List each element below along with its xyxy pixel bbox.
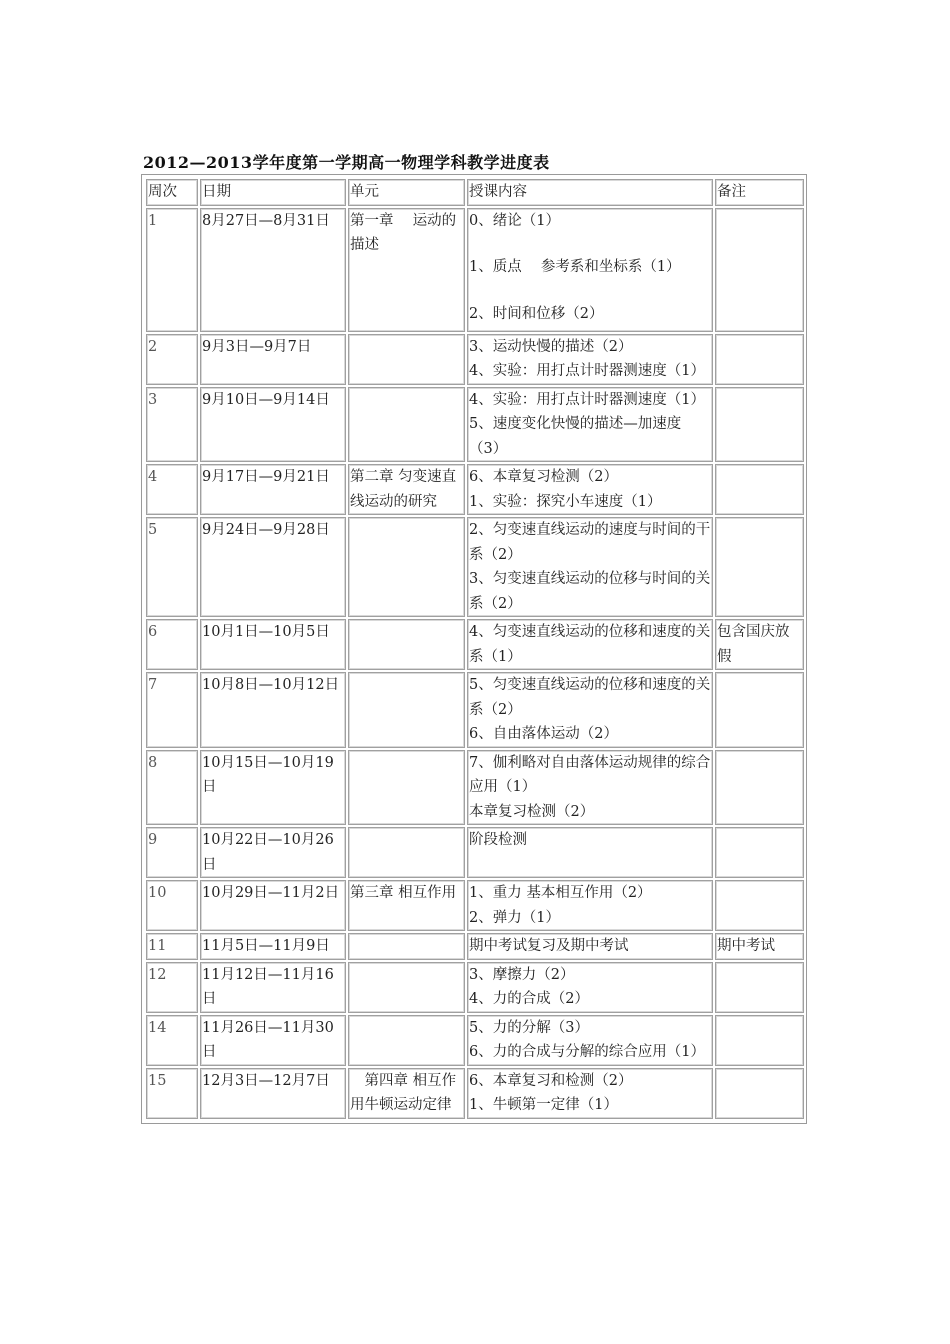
- content-line: 7、伽利略对自由落体运动规律的综合应用（1）: [469, 754, 711, 795]
- note-cell: [715, 517, 804, 617]
- date-cell: 10月8日—10月12日: [200, 672, 346, 748]
- unit-cell: [348, 933, 465, 960]
- note-cell: [715, 334, 804, 385]
- unit-cell: 第三章 相互作用: [348, 880, 465, 931]
- note-cell: [715, 880, 804, 931]
- date-cell: 9月17日—9月21日: [200, 464, 346, 515]
- content-line: 2、时间和位移（2）: [469, 305, 604, 322]
- content-line: 2、弹力（1）: [469, 909, 560, 926]
- content-cell: [467, 933, 713, 960]
- unit-cell: [348, 750, 465, 826]
- content-line: 6、本章复习检测（2）: [469, 469, 618, 485]
- content-line: 5、速度变化快慢的描述—加速度（3）: [469, 416, 682, 457]
- header-note: 备注: [715, 179, 804, 206]
- content-line: 4、匀变速直线运动的位移和速度的关系（1）: [469, 624, 711, 665]
- content-line: 期中考试复习及期中考试: [469, 938, 629, 954]
- content-cell: [467, 1015, 713, 1066]
- content-line: 4、力的合成（2）: [469, 991, 589, 1007]
- header-unit: 单元: [348, 179, 465, 206]
- week-cell: 11: [146, 933, 198, 960]
- date-cell: 11月5日—11月9日: [200, 933, 346, 960]
- week-cell: 7: [146, 672, 198, 748]
- spacer: [469, 280, 711, 302]
- content-cell: [467, 387, 713, 463]
- unit-cell: 第二章 匀变速直线运动的研究: [348, 464, 465, 515]
- unit-cell: [348, 1015, 465, 1066]
- spacer: [469, 233, 711, 255]
- unit-cell: [348, 962, 465, 1013]
- date-cell: 10月15日—10月19日: [200, 750, 346, 826]
- date-cell: 10月29日—11月2日: [200, 880, 346, 931]
- content-line: 4、实验：用打点计时器测速度（1）: [469, 391, 705, 408]
- unit-cell: [348, 672, 465, 748]
- content-line: 1、实验：探究小车速度（1）: [469, 493, 662, 510]
- week-cell: 9: [146, 827, 198, 878]
- date-cell: 9月24日—9月28日: [200, 517, 346, 617]
- content-line: 0、绪论（1）: [469, 212, 560, 229]
- week-cell: 1: [146, 208, 198, 332]
- table-row: [146, 672, 804, 748]
- content-line: 6、力的合成与分解的综合应用（1）: [469, 1044, 705, 1060]
- header-content: 授课内容: [467, 179, 713, 206]
- page-title: 2012—2013学年度第一学期高一物理学科教学进度表: [143, 153, 550, 172]
- note-cell: [715, 464, 804, 515]
- date-cell: 11月12日—11月16日: [200, 962, 346, 1013]
- content-line: 5、匀变速直线运动的位移和速度的关系（2）: [469, 677, 711, 718]
- unit-cell: [348, 827, 465, 878]
- week-cell: 3: [146, 387, 198, 463]
- content-cell: [467, 1068, 713, 1119]
- note-cell: [715, 1015, 804, 1066]
- note-cell: [715, 962, 804, 1013]
- content-line: 3、摩擦力（2）: [469, 966, 575, 983]
- table-row: [146, 933, 804, 960]
- content-cell: [467, 464, 713, 515]
- date-cell: 12月3日—12月7日: [200, 1068, 346, 1119]
- note-cell: [715, 1068, 804, 1119]
- table-row: [146, 517, 804, 617]
- date-cell: 9月10日—9月14日: [200, 387, 346, 463]
- week-cell: 15: [146, 1068, 198, 1119]
- header-week: 周次: [146, 179, 198, 206]
- content-cell: [467, 517, 713, 617]
- week-cell: 10: [146, 880, 198, 931]
- content-line: 1、牛顿第一定律（1）: [469, 1097, 618, 1113]
- table-row: [146, 387, 804, 463]
- week-cell: 14: [146, 1015, 198, 1066]
- content-line: 4、实验：用打点计时器测速度（1）: [469, 363, 705, 379]
- content-line: 1、质点 参考系和坐标系（1）: [469, 259, 681, 275]
- table-row: [146, 464, 804, 515]
- note-cell: [715, 827, 804, 878]
- content-line: 1、重力 基本相互作用（2）: [469, 885, 652, 901]
- note-cell: 包含国庆放假: [715, 619, 804, 670]
- table-row: [146, 334, 804, 385]
- note-cell: [715, 208, 804, 332]
- content-line: 本章复习检测（2）: [469, 803, 595, 820]
- schedule-table: [141, 174, 807, 1124]
- table-row: [146, 1068, 804, 1119]
- table-row: [146, 208, 804, 332]
- date-cell: 10月22日—10月26日: [200, 827, 346, 878]
- unit-cell: 第一章 运动的描述: [348, 208, 465, 332]
- unit-cell: [348, 619, 465, 670]
- content-line: 6、本章复习和检测（2）: [469, 1072, 633, 1089]
- date-cell: 11月26日—11月30日: [200, 1015, 346, 1066]
- unit-cell: [348, 387, 465, 463]
- note-cell: 期中考试: [715, 933, 804, 960]
- content-line: 2、匀变速直线运动的速度与时间的干系（2）: [469, 522, 711, 563]
- content-line: 5、力的分解（3）: [469, 1019, 589, 1036]
- date-cell: 10月1日—10月5日: [200, 619, 346, 670]
- content-cell: [467, 827, 713, 878]
- content-cell: [467, 750, 713, 826]
- date-cell: 9月3日—9月7日: [200, 334, 346, 385]
- content-line: 3、匀变速直线运动的位移与时间的关系（2）: [469, 571, 711, 612]
- week-cell: 12: [146, 962, 198, 1013]
- week-cell: 2: [146, 334, 198, 385]
- unit-cell: 第四章 相互作用牛顿运动定律: [348, 1068, 465, 1119]
- note-cell: [715, 750, 804, 826]
- date-cell: 8月27日—8月31日: [200, 208, 346, 332]
- content-cell: [467, 334, 713, 385]
- unit-cell: [348, 517, 465, 617]
- table-header-row: [146, 179, 804, 206]
- table-row: [146, 962, 804, 1013]
- header-date: 日期: [200, 179, 346, 206]
- week-cell: 8: [146, 750, 198, 826]
- content-cell: [467, 880, 713, 931]
- week-cell: 5: [146, 517, 198, 617]
- table-row: [146, 750, 804, 826]
- table-row: [146, 880, 804, 931]
- content-cell: [467, 672, 713, 748]
- content-line: 阶段检测: [469, 832, 527, 848]
- table-row: [146, 619, 804, 670]
- content-line: 3、运动快慢的描述（2）: [469, 338, 633, 355]
- table-row: [146, 827, 804, 878]
- week-cell: 4: [146, 464, 198, 515]
- content-line: 6、自由落体运动（2）: [469, 726, 618, 742]
- week-cell: 6: [146, 619, 198, 670]
- content-cell: [467, 619, 713, 670]
- note-cell: [715, 387, 804, 463]
- table-row: [146, 1015, 804, 1066]
- content-cell: [467, 208, 713, 332]
- note-cell: [715, 672, 804, 748]
- content-cell: [467, 962, 713, 1013]
- unit-cell: [348, 334, 465, 385]
